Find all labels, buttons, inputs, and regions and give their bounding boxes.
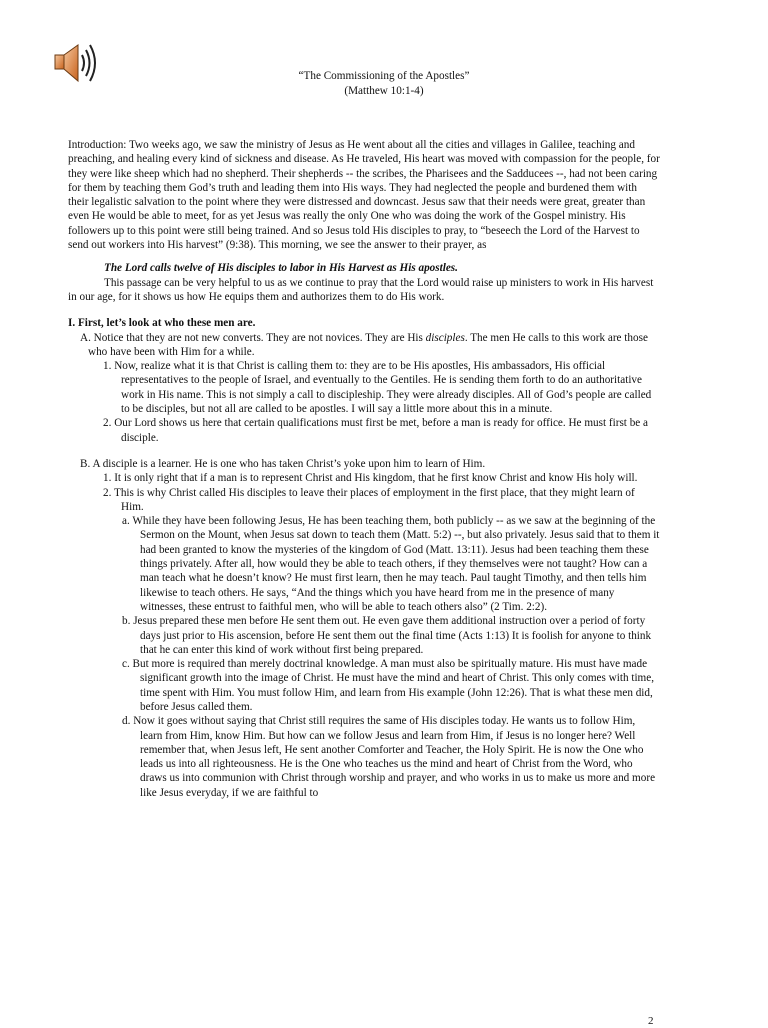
introduction-paragraph: Introduction: Two weeks ago, we saw the ministry of Jesus as He went about all the cities and villages in Galilee, teaching and preaching, and healing every kind of sickness and disease. As He traveled, His heart was moved with compassion for the people, for they were like sheep which had no shepherd. Their shepherds -- the scribes, the Pharisees and the Sadducees --, had not been caring for them by teaching them God’s truth and leading them into His ways. They had neglected the people and burdened them with their legalistic salvation to the point where they were distressed and downcast. Jesus saw that their needs were great, greater than even He would be able to meet, for as yet Jesus was really the only One who was doing the work of the Gospel ministry. His followers up to this point were still being trained. And so Jesus told His disciples to pray, to “beseech the Lord of the Harvest to send out workers into His harvest” (9:38). This morning, we see the answer to their prayer, as [68, 139, 660, 252]
sermon-body [68, 138, 660, 800]
point-b2a: a. While they have been following Jesus, He has been teaching them, both publicly -- as we saw at the beginning of the Sermon on the Mount, when Jesus sat down to teach them (Matt. 5:2) --, but also privately. Jesus said that to them it had been granted to know the mysteries of the kingdom of God (Matt. 13:11). Jesus had been teaching them these things privately. After all, how would they be able to teach others, if they themselves were not taught? How can a man teach what he doesn’t know? He must first learn, then he may teach. Paul taught Timothy, and then tells him likewise to teach others. He says, “And the things which you have heard from me in the presence of many witnesses, these entrust to faithful men, who will be able to teach others also” (2 Tim. 2:2). [122, 515, 660, 613]
point-b2b: b. Jesus prepared these men before He sent them out. He even gave them additional instruction over a period of forty days just prior to His ascension, before He sent them out the final time (Acts 1:13) It is foolish for anyone to think that he can enter this kind of work without first being prepared. [122, 615, 652, 656]
point-b2d: d. Now it goes without saying that Christ still requires the same of His disciples today. He wants us to follow Him, learn from Him, know Him. But how can we follow Jesus and learn from Him, if Jesus is no longer here? Well remember that, when Jesus left, He sent another Comforter and Teacher, the Holy Spirit. He is now the One who leads us into all righteousness. He is the One who teaches us the mind and heart of Christ from the Word, who draws us into communion with Christ through worship and prayer, and who works in us to make us more and more like Jesus everyday, if we are faithful to [122, 715, 656, 799]
point-b: B. A disciple is a learner. He is one who has taken Christ’s yoke upon him to learn of Him. [80, 457, 486, 470]
sermon-title: “The Commissioning of the Apostles” [298, 70, 470, 82]
page-number: 2 [648, 1015, 654, 1027]
point-b2c: c. But more is required than merely doctrinal knowledge. A man must also be spiritually mature. His must have made significant growth into the image of Christ. He must have the mind and heart of Christ. This only comes with time, time spent with Him. You must follow Him, and learn from His example (John 12:26). That is what these men did, before Jesus called them. [122, 658, 655, 713]
title-block [0, 69, 768, 99]
proposition: The Lord calls twelve of His disciples to labor in His Harvest as His apostles. [104, 262, 458, 275]
emphasis-disciples: disciples [425, 331, 465, 344]
scripture-reference: (Matthew 10:1-4) [344, 85, 424, 97]
point-b1: 1. It is only right that if a man is to represent Christ and His kingdom, that he first know Christ and know His holy will. [103, 472, 638, 485]
point-a: A. Notice that they are not new converts. They are not novices. They are His disciples. The men He calls to this work are those who have been with Him for a while. [80, 331, 648, 358]
point-a1: 1. Now, realize what it is that Christ is calling them to: they are to be His apostles, His ambassadors, His official representatives to the people of Israel, and eventually to the Gentiles. He is sending them forth to do an authoritative work in His name. This is not simply a call to discipleship. They were already disciples. All of God’s people are called to be disciples, but not all are called to be apostles. I will say a little more about this in a minute. [103, 360, 652, 416]
purpose-paragraph: This passage can be very helpful to us as we continue to pray that the Lord would raise up ministers to work in His harvest in our age, for it shows us how He equips them and authorizes them to do His work. [68, 276, 654, 303]
section-heading: I. First, let’s look at who these men are. [68, 317, 256, 330]
point-a2: 2. Our Lord shows us here that certain qualifications must first be met, before a man is ready for office. He must first be a disciple. [103, 417, 649, 444]
point-b2: 2. This is why Christ called His disciples to leave their places of employment in the first place, that they might learn of Him. [103, 486, 635, 513]
